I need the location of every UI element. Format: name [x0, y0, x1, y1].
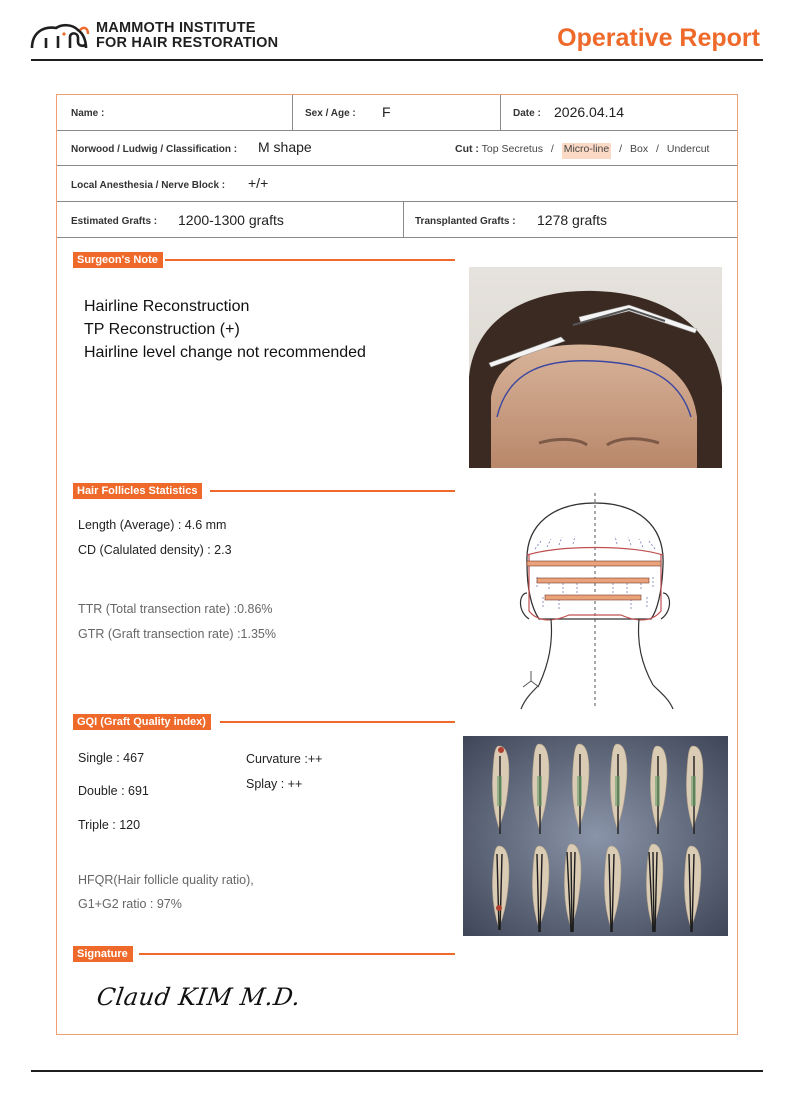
mammoth-logo — [30, 20, 90, 52]
gqi-splay: Splay : ++ — [246, 777, 303, 791]
sex-age-value[interactable]: F — [382, 104, 391, 120]
graft-sample-photo — [463, 736, 728, 936]
institute-line-2: FOR HAIR RESTORATION — [96, 35, 279, 51]
section-title: Hair Follicles Statistics — [73, 483, 202, 499]
transplanted-grafts-value[interactable]: 1278 grafts — [537, 212, 608, 228]
name-label: Name : — [71, 108, 105, 119]
institute-line-1: MAMMOTH INSTITUTE — [96, 20, 256, 36]
anesthesia-label: Local Anesthesia / Nerve Block : — [71, 180, 226, 191]
gqi-double: Double : 691 — [78, 784, 149, 798]
cut-option-undercut[interactable]: Undercut — [666, 143, 710, 155]
cut-option-micro-line[interactable]: Micro-line — [562, 143, 612, 159]
gqi-triple: Triple : 120 — [78, 818, 141, 832]
note-line: TP Reconstruction (+) — [84, 321, 240, 338]
row-classification — [57, 131, 737, 166]
header-divider — [31, 59, 763, 61]
gqi-hfqr-line2: G1+G2 ratio : 97% — [78, 897, 182, 911]
section-title: Surgeon's Note — [73, 252, 163, 268]
section-title: Signature — [73, 946, 133, 962]
divider — [403, 202, 404, 237]
gqi-curvature: Curvature :++ — [246, 752, 323, 766]
note-line: Hairline Reconstruction — [84, 298, 250, 315]
row-grafts — [57, 202, 737, 238]
surgeons-note-text — [84, 295, 366, 364]
report-frame — [56, 94, 738, 1035]
report-title: Operative Report — [557, 24, 760, 52]
cut-options: Cut : Top Secretus / Micro-line / Box / Undercut — [455, 143, 709, 155]
donor-area-head-diagram — [515, 493, 677, 713]
stat-gtr: GTR (Graft transection rate) :1.35% — [78, 627, 276, 641]
divider — [500, 95, 501, 130]
transplanted-grafts-label: Transplanted Grafts : — [415, 216, 516, 227]
date-label: Date : — [513, 108, 541, 119]
anesthesia-value[interactable]: +/+ — [248, 175, 269, 191]
estimated-grafts-label: Estimated Grafts : — [71, 216, 158, 227]
estimated-grafts-value[interactable]: 1200-1300 grafts — [178, 212, 284, 228]
cut-option-box[interactable]: Box — [630, 143, 649, 155]
patient-hairline-photo — [469, 267, 722, 468]
classification-value[interactable]: M shape — [258, 139, 312, 155]
section-rule — [210, 490, 455, 492]
stat-length: Length (Average) : 4.6 mm — [78, 518, 227, 532]
gqi-single: Single : 467 — [78, 751, 145, 765]
classification-label: Norwood / Ludwig / Classification : — [71, 144, 238, 155]
footer-divider — [31, 1070, 763, 1072]
row-anesthesia — [57, 166, 737, 202]
section-title: GQI (Graft Quality index) — [73, 714, 211, 730]
surgeon-signature: Claud KIM M.D. — [95, 983, 303, 1011]
divider — [292, 95, 293, 130]
sex-age-label: Sex / Age : — [305, 108, 356, 119]
stat-cd: CD (Calulated density) : 2.3 — [78, 543, 232, 557]
note-line: Hairline level change not recommended — [84, 344, 366, 361]
date-value[interactable]: 2026.04.14 — [554, 104, 625, 120]
institute-name — [96, 21, 278, 51]
section-rule — [139, 953, 455, 955]
section-rule — [165, 259, 455, 261]
row-patient-info — [57, 95, 737, 131]
gqi-hfqr-line1: HFQR(Hair follicle quality ratio), — [78, 873, 254, 887]
section-rule — [220, 721, 455, 723]
cut-option-top-secretus[interactable]: Top Secretus — [481, 143, 543, 155]
stat-ttr: TTR (Total transection rate) :0.86% — [78, 602, 273, 616]
cut-label: Cut : — [455, 143, 479, 155]
